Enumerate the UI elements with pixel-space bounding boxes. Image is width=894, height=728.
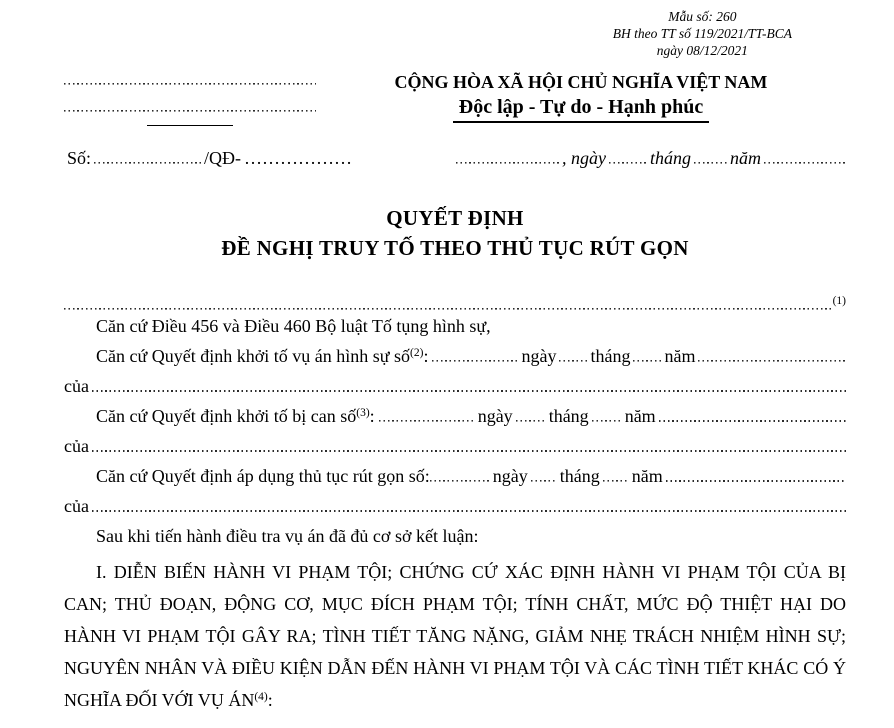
year-blank [764,162,846,164]
date-word-nam: năm [664,346,696,366]
year-blank [666,480,846,482]
number-and-date-line [64,148,846,169]
accused-decision-number-blank [379,420,475,422]
date-word-nam: năm [631,466,663,486]
issuer-blank [92,450,846,452]
month-blank [592,420,622,422]
legal-basis-line [64,316,846,346]
date-word-thang: tháng [548,406,589,426]
date-word-nam: năm [730,148,762,168]
year-blank [659,420,846,422]
cua-label: của [64,376,89,396]
date-word-ngay: ngày [477,406,513,426]
footnote-3-marker: (3) [356,407,370,419]
date-word-nam: năm [624,406,656,426]
date-word-ngay: ngày [492,466,528,486]
conclusion-lead-text: Sau khi tiến hành điều tra vụ án đã đủ cơ sở kết luận: [96,526,479,546]
issuer-blank-line [64,496,846,526]
month-blank [633,360,661,362]
summary-procedure-decision-line [64,466,846,496]
issuing-authority-blank [64,308,833,310]
issuer-blank-line [64,436,846,466]
decision-title-block [64,203,846,263]
date-word-thang: tháng [650,148,692,168]
number-label: Số: [67,148,92,168]
agency-underline [147,125,233,126]
agency-name-blank-1 [64,83,316,85]
footnote-2-marker: (2) [410,347,424,359]
date-word-ngay: ngày [521,346,557,366]
issuer-blank [92,510,846,512]
summary-procedure-text: Căn cứ Quyết định áp dụng thủ tục rút gọn số: [96,466,430,486]
month-blank [603,480,629,482]
form-issue-date: ngày 08/12/2021 [656,43,748,58]
number-blank [94,162,201,164]
date-word-thang: tháng [590,346,631,366]
accused-initiation-label: Căn cứ Quyết định khởi tố bị can số [96,406,357,426]
form-circular-reference: BH theo TT số 119/2021/TT-BCA [612,26,792,41]
footnote-4-marker: (4) [254,691,268,703]
day-blank [559,360,587,362]
section-1-text: I. DIỄN BIẾN HÀNH VI PHẠM TỘI; CHỨNG CỨ XÁC ĐỊNH HÀNH VI PHẠM TỘI CỦA BỊ CAN; THỦ ĐOẠN, ĐỘNG CƠ, MỤC ĐÍCH PHẠM TỘI; TÍNH CHẤT, MỨC ĐỘ THIỆT HẠI DO HÀNH VI PHẠM TỘI GÂY RA; TÌNH TIẾT TĂNG NẶNG, GIẢM NHẸ TRÁCH NHIỆM HÌNH SỰ; NGUYÊN NHÂN VÀ ĐIỀU KIỆN DẪN ĐẾN HÀNH VI PHẠM TỘI VÀ CÁC TÌNH TIẾT KHÁC CÓ Ý NGHĨA ĐỐI VỚI VỤ ÁN [64,562,846,710]
form-number: Mẫu số: 260 [668,9,737,24]
qd-suffix-label: /QĐ- [204,148,242,168]
case-initiation-decision-line [64,346,846,376]
accused-initiation-text [96,406,375,427]
legal-basis-text: Căn cứ Điều 456 và Điều 460 Bộ luật Tố tụng hình sự, [96,316,491,336]
decision-title: QUYẾT ĐỊNH [386,206,524,230]
conclusion-lead-line [64,526,846,556]
issuer-blank [92,390,846,392]
issuer-blank-line [64,376,846,406]
case-initiation-colon: : [423,346,429,366]
day-blank [609,162,647,164]
case-initiation-text [96,346,428,367]
accused-initiation-colon: : [369,406,375,426]
national-header [316,71,846,123]
place-blank [456,162,559,164]
national-motto: Độc lập - Tự do - Hạnh phúc [453,95,709,123]
cua-label: của [64,436,89,456]
place-date-group [456,148,846,169]
cua-label: của [64,496,89,516]
issuing-authority-blank-line: (1) [64,307,846,310]
date-word-ngay: , ngày [562,148,606,168]
section-1-paragraph [64,556,846,716]
decision-subtitle: ĐỀ NGHỊ TRUY TỐ THEO THỦ TỤC RÚT GỌN [221,236,689,260]
form-reference-note [613,8,792,59]
case-initiation-label: Căn cứ Quyết định khởi tố vụ án hình sự số [96,346,411,366]
qd-suffix-blank: ……………… [244,148,353,168]
day-blank [531,480,557,482]
issuing-agency-block [64,71,316,126]
month-blank [694,162,727,164]
day-blank [516,420,546,422]
document-header [64,71,846,126]
national-title: CỘNG HÒA XÃ HỘI CHỦ NGHĨA VIỆT NAM [394,72,768,92]
summary-decision-number-blank [430,480,490,482]
accused-initiation-decision-line [64,406,846,436]
agency-name-blank-2 [64,110,316,112]
case-decision-number-blank [432,360,518,362]
year-blank [698,360,846,362]
date-word-thang: tháng [559,466,600,486]
section-1-colon: : [267,690,273,710]
